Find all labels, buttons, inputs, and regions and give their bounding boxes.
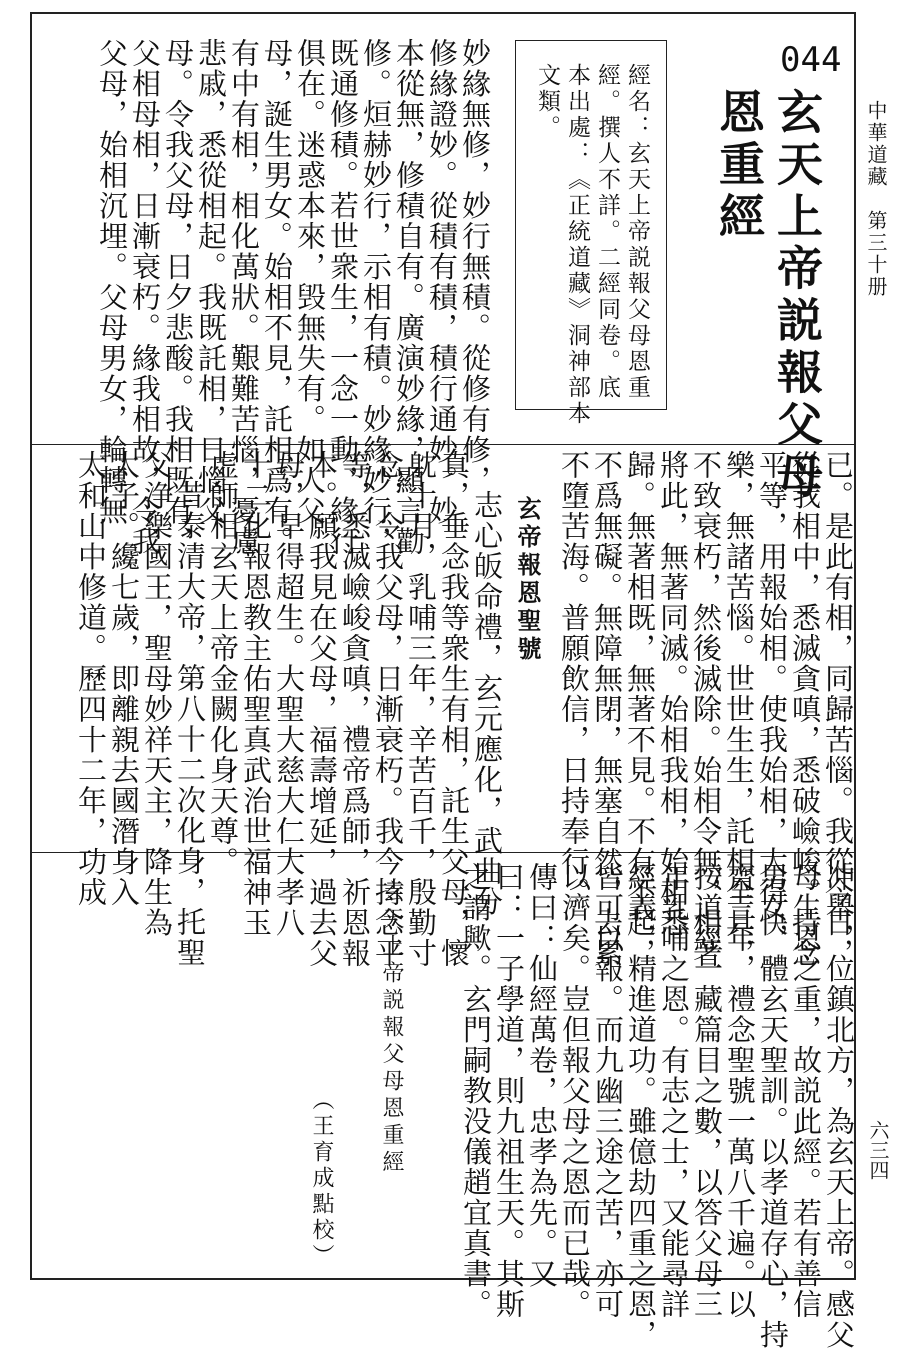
text-column: 曰：一子學道，則九祖生天。其斯 [492,862,526,1320]
text-column: 昔泰清大帝，第八十二次化身，托聖 [173,480,207,968]
text-column: 念，令我父母，日漸衰朽。我今持念平 [371,450,405,969]
text-column: 皆可以報。而九幽三途之苦，亦可 [591,862,625,1320]
text-column: 經義，精進道功。雖億劫四重之恩， [624,862,658,1350]
text-column: 本。願我見在父母，福壽增延，過去父 [305,450,339,969]
text-column: 冲舉，位鎮北方，為玄天上帝。感父 [822,862,856,1350]
text-column: 按道經一藏篇目之數，以答父母三 [690,862,724,1320]
text-column: 不墮苦海。普願飲信，日持奉行。 [557,450,591,908]
text-column: 父浄樂國王，聖母妙祥天主，降生為 [140,450,174,938]
scripture-number: 044 [780,40,842,80]
text-column: 本從無，修積自有。廣演妙緣，顯言勸 [392,38,426,557]
text-column: 躭十月，乳哺三年，辛苦百千，殷勤寸 [404,450,438,969]
text-column: 真，垂念我等衆生有相，託生父母，懷 [437,450,471,969]
text-column: 男女，體玄天聖訓。以孝道存心，持 [756,862,790,1350]
text-column: 不致衰朽，然後滅除。始相令無，相著 [689,450,723,969]
text-column: 齋三年，禮念聖號一萬八千遍。以 [723,862,757,1320]
scripture-title-line-1: 玄天上帝説報父母 [770,88,824,504]
text-column: 修。烜赫妙行，示相有積。妙緣妙行， [359,38,393,557]
section-heading: 玄帝報恩聖號 [513,496,541,664]
text-column: 父母，始相沉埋。父母男女，輪轉無 [95,38,129,526]
text-column: 母生恩之重，故説此經。若有善信 [789,862,823,1320]
scripture-title-line-2: 恩重經 [712,88,766,244]
text-column: 俱在。迷惑本來，毁無失有。如人父 [293,38,327,526]
text-column: 不爲無礙。無障無閉，無塞自然，去累 [590,450,624,969]
text-column: 志心皈命禮，玄元應化，武曲分 [470,490,504,917]
text-column: 從我相中，悉滅貪嗔，悉破嶮峻。持念 [788,450,822,969]
text-column: 修緣證妙。從積有積，積行通妙。妙 [425,38,459,526]
text-column: 悲戚，悉從相起。我既託相，日惱父 [194,38,228,526]
middle-right-text [525,450,855,969]
text-column: 十二化報恩教主佑聖真武治世福神玉 [239,450,273,938]
text-column: 樂，無諸苦惱。世世生生，託相全具， [722,450,756,969]
text-column: 將此，無著同滅。始相我相，始相悉 [656,450,690,938]
text-column: 太子。纔七歲，即離親去國潛身入 [107,450,141,908]
info-line: 本出處：《正統道藏》洞神部本 [564,63,590,427]
text-column: 母，誕生男女。始相不見，託相爲有。 [260,38,294,557]
text-column: 父相母相，日漸衰朽。緣我相故，令我 [128,38,162,557]
text-column: 太和山中修道。歷四十二年，功成 [74,450,108,908]
text-column: 母。令我父母，日夕悲酸。我相既有， [161,38,195,557]
middle-left-text [58,450,508,969]
info-line: 文類。 [534,63,560,141]
info-line: 經名：玄天上帝説報父母恩重 [624,63,650,401]
text-column: 既通修積。若世衆生，一念一動，緣行 [326,38,360,557]
text-column: 母，早得超生。大聖大慈大仁大孝八 [272,450,306,938]
text-column: 以濟矣。豈但報父母之恩而已哉。 [558,862,592,1320]
running-header: 中華道藏 第三十册 [864,100,888,298]
text-column: 有中有相，相化萬狀。艱難苦惱，憂慮 [227,38,261,557]
text-column: 之謂歟。玄門嗣教没儀趙宜真書。 [459,862,493,1320]
text-column: 虚師相玄天上帝金闕化身天尊。 [206,450,240,877]
proofreader-note: （王育成點校） [309,1088,334,1270]
info-line: 經。撰人不詳。二經同卷。底 [594,63,620,401]
text-column: 已。是此有相，同歸苦惱。我從今日， [821,450,855,969]
bottom-text [430,862,856,1350]
top-body-text [58,38,492,557]
scripture-info-box [515,40,667,427]
text-column: 平等，用報始相。使我始相，大得快 [755,450,789,938]
scripture-info-text [532,63,652,427]
text-column: 歸。無著相既，無著不見。不有不起， [623,450,657,969]
text-column: 傳曰：仙經萬卷，忠孝為先。又 [525,862,559,1289]
page-number: 六三四 [866,1120,890,1180]
text-column: 等，悉滅嶮峻貪嗔，禮帝爲師，祈恩報 [338,450,372,969]
text-column: 年乳哺之恩。有志之士，又能尋詳 [657,862,691,1320]
text-column: 妙緣無修，妙行無積。從修有修， [458,38,492,496]
closing-title: 玄天上帝説報父母恩重經 [379,880,404,1177]
